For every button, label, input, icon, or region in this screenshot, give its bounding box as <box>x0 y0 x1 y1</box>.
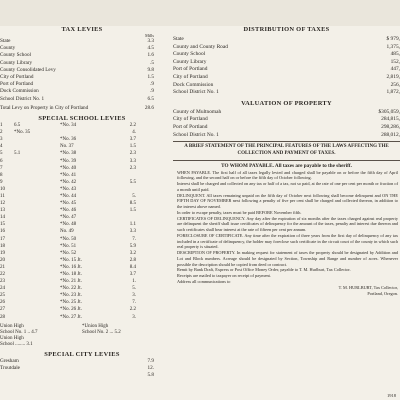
school-levy-district-number: 27 <box>0 307 5 313</box>
school-levy-district-levy <box>14 243 60 250</box>
valuation-heading: VALUATION OF PROPERTY <box>241 99 332 107</box>
city-levy-row-label <box>0 372 124 379</box>
tax-levy-row-value: 1.5 <box>147 74 154 81</box>
distribution-row <box>173 74 400 82</box>
school-levy-row <box>0 221 164 228</box>
school-levy-district-number: 7 <box>0 165 3 171</box>
page-number: 1918 <box>387 393 396 398</box>
tax-levy-row-value: 1.6 <box>147 52 154 59</box>
school-levy-joint-district: *No. 15 Jt. <box>60 257 82 263</box>
brief-paragraph: WHEN PAYABLE. The first half of all taxes legally levied and charged shall be payable on or before the fifth day of April following, and the second half on or before the fifth day of October following. <box>177 169 398 181</box>
school-levy-joint-levy: 7. <box>132 300 136 306</box>
divider-2 <box>173 160 400 161</box>
school-levy-district-number: 14 <box>0 215 5 221</box>
school-levy-joint-district: No. 37 <box>60 144 74 150</box>
school-levy-joint-district: No. 49 <box>60 229 74 235</box>
school-levy-row <box>0 165 164 172</box>
school-levy-row <box>0 228 164 235</box>
tax-levy-row <box>0 88 164 95</box>
school-levy-joint-levy: 3. <box>132 293 136 299</box>
tax-levy-row <box>0 96 164 103</box>
school-levy-row <box>0 186 164 193</box>
special-school-levies-heading: SPECIAL SCHOOL LEVIES <box>38 115 126 123</box>
school-levy-district-number: 6 <box>0 158 3 164</box>
distribution-row-value: 485, <box>390 51 400 58</box>
school-levy-district-number: 9 <box>0 179 3 185</box>
union-high-left-4: School ........ 3.1 <box>0 341 33 347</box>
school-levy-row <box>0 158 164 165</box>
school-levy-joint-district: *No. 43 <box>60 186 77 192</box>
school-levy-row <box>0 243 164 250</box>
brief-paragraph: FORECLOSURE OF CERTIFICATE. Any time after the expiration of three years from the first day of delinquency of any tax included in a certificate of delinquency, the holder may foreclose such certificate in the circuit court of the county in which such real property is situated. <box>177 232 398 250</box>
distribution-row-value: 1,872, <box>386 89 400 96</box>
distribution-row <box>173 89 400 97</box>
school-levy-district-levy <box>14 186 60 193</box>
tax-levy-row-label: County School <box>0 52 31 59</box>
school-levy-joint-levy: 5.9 <box>129 243 136 249</box>
school-levy-joint-levy: 5. <box>132 286 136 292</box>
school-levy-row <box>0 250 164 257</box>
valuation-row-label: County of Multnomah <box>173 108 222 115</box>
school-levy-joint-district: *No. 46 <box>60 208 77 214</box>
school-levy-row <box>0 299 164 306</box>
school-levy-row <box>0 264 164 271</box>
school-levy-row <box>0 271 164 278</box>
city-levy-row <box>0 358 164 365</box>
city-levy-row <box>0 365 164 372</box>
school-levy-joint-levy: 1. <box>132 279 136 285</box>
school-levy-district-number: 12 <box>0 201 5 207</box>
valuation-list <box>173 109 400 139</box>
school-levy-joint-district: *No. 22 Jt. <box>60 286 82 292</box>
school-levy-joint-levy: 3.7 <box>129 272 136 277</box>
brief-statement-heading: A BRIEF STATEMENT OF THE PRINCIPAL FEATURES OF THE LAWS AFFECTING THE COLLECTION AND PAYMENT OF TAXES. <box>184 144 389 156</box>
tax-levies-list <box>0 38 164 103</box>
school-levy-row <box>0 150 164 157</box>
school-levy-joint-levy: 1.5 <box>129 208 136 214</box>
school-levy-joint-levy: 5.5 <box>129 179 136 185</box>
tax-levy-row-label: County Consolidated Levy <box>0 66 56 73</box>
divider <box>173 141 400 142</box>
school-levy-district-number: 17 <box>0 236 5 242</box>
valuation-row-value: 284,815, <box>381 116 400 123</box>
school-levy-district-levy <box>14 172 60 179</box>
tax-levy-row-value: 3.3 <box>147 38 154 44</box>
brief-paragraphs <box>173 170 400 279</box>
right-column <box>173 26 400 400</box>
brief-paragraph: Receipts are mailed to taxpayer on receipt of payment. <box>177 273 271 279</box>
valuation-row <box>173 109 400 117</box>
tax-levy-row-value: .9 <box>150 81 154 88</box>
total-levy-value: 28.6 <box>144 104 154 111</box>
union-high-right-2: School No. 2 ... 5.2 <box>82 329 121 335</box>
school-levy-district-number: 22 <box>0 272 5 277</box>
school-levy-district-levy <box>14 158 60 165</box>
school-levy-row <box>0 207 164 214</box>
brief-paragraph: In order to escape penalty, taxes must be paid BEFORE November fifth. <box>177 209 302 215</box>
city-levy-row-label: Troutdale <box>0 364 20 371</box>
brief-paragraph: DELINQUENT. All taxes remaining unpaid on the fifth day of October next following shall become delinquent and ON THE FIFTH DAY OF NOVEMBER next following a penalty of five per cent shall be charged and collected thereon, in addition to the interest above named. <box>177 192 398 210</box>
school-levy-joint-district: *No. 52 <box>60 250 77 256</box>
valuation-row-label: School District No. 1 <box>173 131 219 138</box>
distribution-row-label: County Library <box>173 58 207 65</box>
school-levy-district-levy <box>14 299 60 306</box>
distribution-row-label: County School <box>173 51 206 58</box>
distribution-row-value: 447, <box>390 66 400 73</box>
valuation-row-label: Port of Portland <box>173 123 208 130</box>
city-levy-row <box>0 372 164 379</box>
school-levy-district-levy: *No. 35 <box>14 130 31 136</box>
tax-levy-row-label: Dock Commission <box>0 88 39 95</box>
school-levy-district-levy <box>14 221 60 228</box>
school-levy-district-number: 20 <box>0 257 5 263</box>
school-levy-district-number: 16 <box>0 229 5 235</box>
distribution-row <box>173 82 400 90</box>
union-high-left-3: Union High <box>0 335 24 341</box>
school-levy-joint-levy: 8.5 <box>129 201 136 207</box>
tax-levy-row-value: 4.5 <box>147 45 154 52</box>
school-levy-district-number: 10 <box>0 186 5 192</box>
to-whom-payable-heading: TO WHOM PAYABLE. All taxes are payable to the sheriff. <box>221 162 352 169</box>
school-levy-joint-levy <box>96 172 136 179</box>
school-levy-joint-district: *No. 34 <box>60 123 77 129</box>
school-levy-row <box>0 200 164 207</box>
tax-levy-row-label: Port of Portland <box>0 81 34 88</box>
special-school-levies-table <box>0 122 164 321</box>
tax-levy-row <box>0 60 164 67</box>
school-levy-joint-district: *No. 45 <box>60 201 77 207</box>
school-levy-district-number: 13 <box>0 208 5 214</box>
school-levy-row <box>0 179 164 186</box>
school-levy-joint-levy: 1.5 <box>129 144 136 150</box>
city-levy-row-value: 12. <box>147 364 154 371</box>
distribution-row <box>173 44 400 52</box>
valuation-row-label: City of Portland <box>173 116 208 123</box>
tax-levy-row <box>0 81 164 88</box>
school-levy-joint-levy: 3. <box>132 314 136 320</box>
school-levy-row <box>0 143 164 150</box>
school-levy-joint-levy: 2.2 <box>129 307 136 313</box>
distribution-row <box>173 51 400 59</box>
school-levy-district-levy: 6.5 <box>14 123 21 129</box>
school-levy-joint-district: *No. 47 <box>60 215 77 221</box>
mills-unit-label: Mills <box>145 33 154 38</box>
school-levy-joint-levy <box>96 186 136 193</box>
school-levy-joint-district: *No. 36 <box>60 137 77 143</box>
distribution-row-label: Port of Portland <box>173 66 208 73</box>
tax-levy-row <box>0 52 164 59</box>
school-levy-district-number: 4 <box>0 144 3 150</box>
top-margin <box>0 0 400 26</box>
tax-levy-row <box>0 67 164 74</box>
school-levy-joint-district: *No. 40 <box>60 165 77 171</box>
distribution-row-value: 1,375, <box>386 43 400 50</box>
school-levy-district-levy <box>14 228 60 235</box>
school-levy-row <box>0 214 164 221</box>
school-levy-district-number: 19 <box>0 250 5 256</box>
valuation-row <box>173 132 400 140</box>
school-levy-district-number: 11 <box>0 193 5 199</box>
school-levy-joint-district: *No. 23 Jt. <box>60 293 82 299</box>
school-levy-district-levy <box>14 207 60 214</box>
distribution-row-value: $ 979, <box>386 36 400 42</box>
tax-levy-row-label: City of Portland <box>0 74 34 81</box>
school-levy-district-number: 18 <box>0 243 5 249</box>
brief-paragraph: Remit by Bank Draft, Express or Post Office Money Order, payable to T. M. Hurlburt, Tax Collector. <box>177 267 351 273</box>
school-levy-joint-district: *No. 26 Jt. <box>60 307 82 313</box>
school-levy-district-number: 8 <box>0 172 3 178</box>
school-levy-joint-district <box>60 129 96 136</box>
school-levy-joint-district: *No. 51 <box>60 243 77 249</box>
distribution-row-value: 256, <box>390 81 400 88</box>
school-levy-district-levy <box>14 214 60 221</box>
school-levy-joint-district: *No. 50 <box>60 236 77 242</box>
school-levy-district-levy <box>14 306 60 313</box>
school-levy-district-levy <box>14 193 60 200</box>
school-levy-joint-levy: 8.4 <box>129 264 136 270</box>
valuation-row-value: 298,286, <box>381 123 400 130</box>
school-levy-joint-levy: 4. <box>132 130 136 136</box>
school-levy-joint-district: *No. 38 <box>60 151 77 157</box>
distribution-row <box>173 59 400 67</box>
valuation-row-value: $305,059, <box>378 108 400 115</box>
school-levy-joint-levy: 2.3 <box>129 165 136 171</box>
school-levy-district-levy <box>14 314 60 321</box>
school-levy-district-levy <box>14 179 60 186</box>
school-levy-joint-district: *No. 42 <box>60 179 77 185</box>
school-levy-row <box>0 193 164 200</box>
school-levy-joint-levy: 3.2 <box>129 250 136 256</box>
valuation-row <box>173 116 400 124</box>
school-levy-joint-levy: 3.3 <box>129 158 136 164</box>
school-levy-row <box>0 292 164 299</box>
school-levy-district-number: 5 <box>0 151 3 157</box>
school-levy-row <box>0 285 164 292</box>
school-levy-joint-levy <box>96 214 136 221</box>
school-levy-joint-district: *No. 21 Jt. <box>60 279 82 285</box>
tax-levy-row-value: .5 <box>150 59 154 66</box>
school-levy-district-levy <box>14 264 60 271</box>
tax-levy-row-value: .9 <box>150 88 154 95</box>
school-levy-joint-levy: 7. <box>132 236 136 242</box>
valuation-row-value: 288,012, <box>381 131 400 138</box>
distribution-row-value: 152, <box>390 58 400 65</box>
school-levy-district-number: 3 <box>0 137 3 143</box>
distribution-row-value: 2,819, <box>386 73 400 80</box>
tax-levies-heading: TAX LEVIES <box>61 26 103 33</box>
school-levy-joint-district: *No. 18 Jt. <box>60 272 82 277</box>
tax-levy-row-value: 6.5 <box>147 95 154 102</box>
total-levy-label: Total Levy on Property in City of Portland <box>0 104 89 111</box>
tax-levy-row-label: School District No. 1 <box>0 95 45 102</box>
tax-levy-row <box>0 45 164 52</box>
left-column <box>0 26 164 400</box>
distribution-list <box>173 36 400 97</box>
tax-levy-row-value: 9.8 <box>147 66 154 73</box>
school-levy-joint-district: *No. 16 Jt. <box>60 264 82 270</box>
total-levy-row <box>0 105 164 112</box>
school-levy-row <box>0 122 164 129</box>
school-levy-joint-district: *No. 48 <box>60 222 77 228</box>
school-levy-row <box>0 172 164 179</box>
city-levy-row-value: 7.9 <box>147 357 154 364</box>
school-levy-district-levy <box>14 271 60 278</box>
distribution-row-label: City of Portland <box>173 73 208 80</box>
school-levy-district-number: 21 <box>0 264 5 270</box>
school-levy-joint-levy: 2.8 <box>129 257 136 263</box>
school-levy-district-levy <box>14 165 60 172</box>
tax-levy-row-label: State <box>0 38 11 44</box>
brief-paragraph: CERTIFICATES OF DELINQUENCY. Any day after the expiration of six months after the taxes charged against real property are delinquent the sheriff shall issue certificates of delinquency for the amount of the taxes, penalty and interest due thereon and such certificates shall bear interest at the rate of fifteen per cent per annum. <box>177 215 398 233</box>
school-levy-district-number: 25 <box>0 293 5 299</box>
school-levy-district-levy <box>14 143 60 150</box>
union-high-right: *Union High <box>82 323 109 329</box>
brief-paragraph: Interest shall be charged and collected on any tax or half of a tax, not so paid, at the rate of one per cent per month or fraction of a month until paid. <box>177 181 398 192</box>
tax-levy-row <box>0 38 164 45</box>
school-levy-district-number: 1 <box>0 123 3 129</box>
school-levy-district-number: 2 <box>0 130 3 136</box>
distribution-row-label: School District No. 1 <box>173 89 219 96</box>
school-levy-district-levy <box>14 278 60 285</box>
distribution-heading: DISTRIBUTION OF TAXES <box>243 26 330 33</box>
school-levy-joint-levy: 3.3 <box>129 229 136 235</box>
union-high-left: Union High <box>0 323 24 329</box>
school-levy-district-number: 24 <box>0 286 5 292</box>
school-levy-joint-levy: 2.3 <box>129 151 136 157</box>
distribution-row-label: State <box>173 36 184 42</box>
distribution-row-label: County and County Road <box>173 43 228 50</box>
distribution-row <box>173 36 400 44</box>
school-levy-district-levy: 5.1 <box>14 151 21 157</box>
school-levy-district-levy <box>14 285 60 292</box>
school-levy-joint-levy: 3.7 <box>129 137 136 143</box>
valuation-row <box>173 124 400 132</box>
tax-levy-row-label: County Library <box>0 59 33 66</box>
school-levy-district-levy <box>14 257 60 264</box>
school-levy-district-levy <box>14 292 60 299</box>
school-levy-joint-levy: 1.1 <box>129 222 136 228</box>
address-line: Address all communications to <box>177 278 231 284</box>
school-levy-joint-district: *No. 41 <box>60 172 77 178</box>
school-levy-joint-district: *No. 44 <box>60 193 77 199</box>
school-levy-row <box>0 136 164 143</box>
city-levy-row-label: Gresham <box>0 357 19 364</box>
school-levy-joint-district: *No. 39 <box>60 158 77 164</box>
school-levy-district-number: 23 <box>0 279 5 285</box>
school-levy-district-levy <box>14 236 60 243</box>
school-levy-joint-district: *No. 27 Jt. <box>60 314 82 320</box>
distribution-row <box>173 66 400 74</box>
school-levy-row <box>0 314 164 321</box>
special-city-levies-list <box>0 358 164 380</box>
school-levy-joint-levy: 5. <box>132 193 136 199</box>
tax-levy-row <box>0 74 164 81</box>
school-levy-district-number: 15 <box>0 222 5 228</box>
school-levy-district-number: 28 <box>0 314 5 320</box>
school-levy-district-levy <box>14 136 60 143</box>
tax-levy-row-label: County <box>0 45 16 52</box>
school-levy-district-levy <box>14 200 60 207</box>
brief-paragraph: DESCRIPTION OF PROPERTY. In making request for statement of taxes the property should be designated by Addition and Lot and Block numbers. Acreage should be designated by Section, Township and Range and number of acres. Whenever possible the description should be copied from deed or contract. <box>177 250 398 267</box>
school-levy-row <box>0 306 164 313</box>
school-levy-row <box>0 129 164 136</box>
city-levy-row-value: 5.8 <box>147 372 154 379</box>
school-levy-joint-district: *No. 25 Jt. <box>60 300 82 306</box>
special-city-levies-heading: SPECIAL CITY LEVIES <box>44 350 120 358</box>
union-high-row-4 <box>0 342 164 348</box>
school-levy-row <box>0 257 164 264</box>
distribution-row-label: Dock Commission <box>173 81 214 88</box>
school-levy-row <box>0 278 164 285</box>
school-levy-district-number: 26 <box>0 300 5 306</box>
school-levy-joint-levy: 2.2 <box>129 123 136 129</box>
signature-line: T. M. HURLBURT, Tax Collector, <box>338 284 398 290</box>
school-levy-row <box>0 236 164 243</box>
signature-location: Portland, Oregon. <box>367 290 398 296</box>
school-levy-district-levy <box>14 250 60 257</box>
union-high-left-2: School No. 1 .. 4.7 <box>0 329 38 335</box>
